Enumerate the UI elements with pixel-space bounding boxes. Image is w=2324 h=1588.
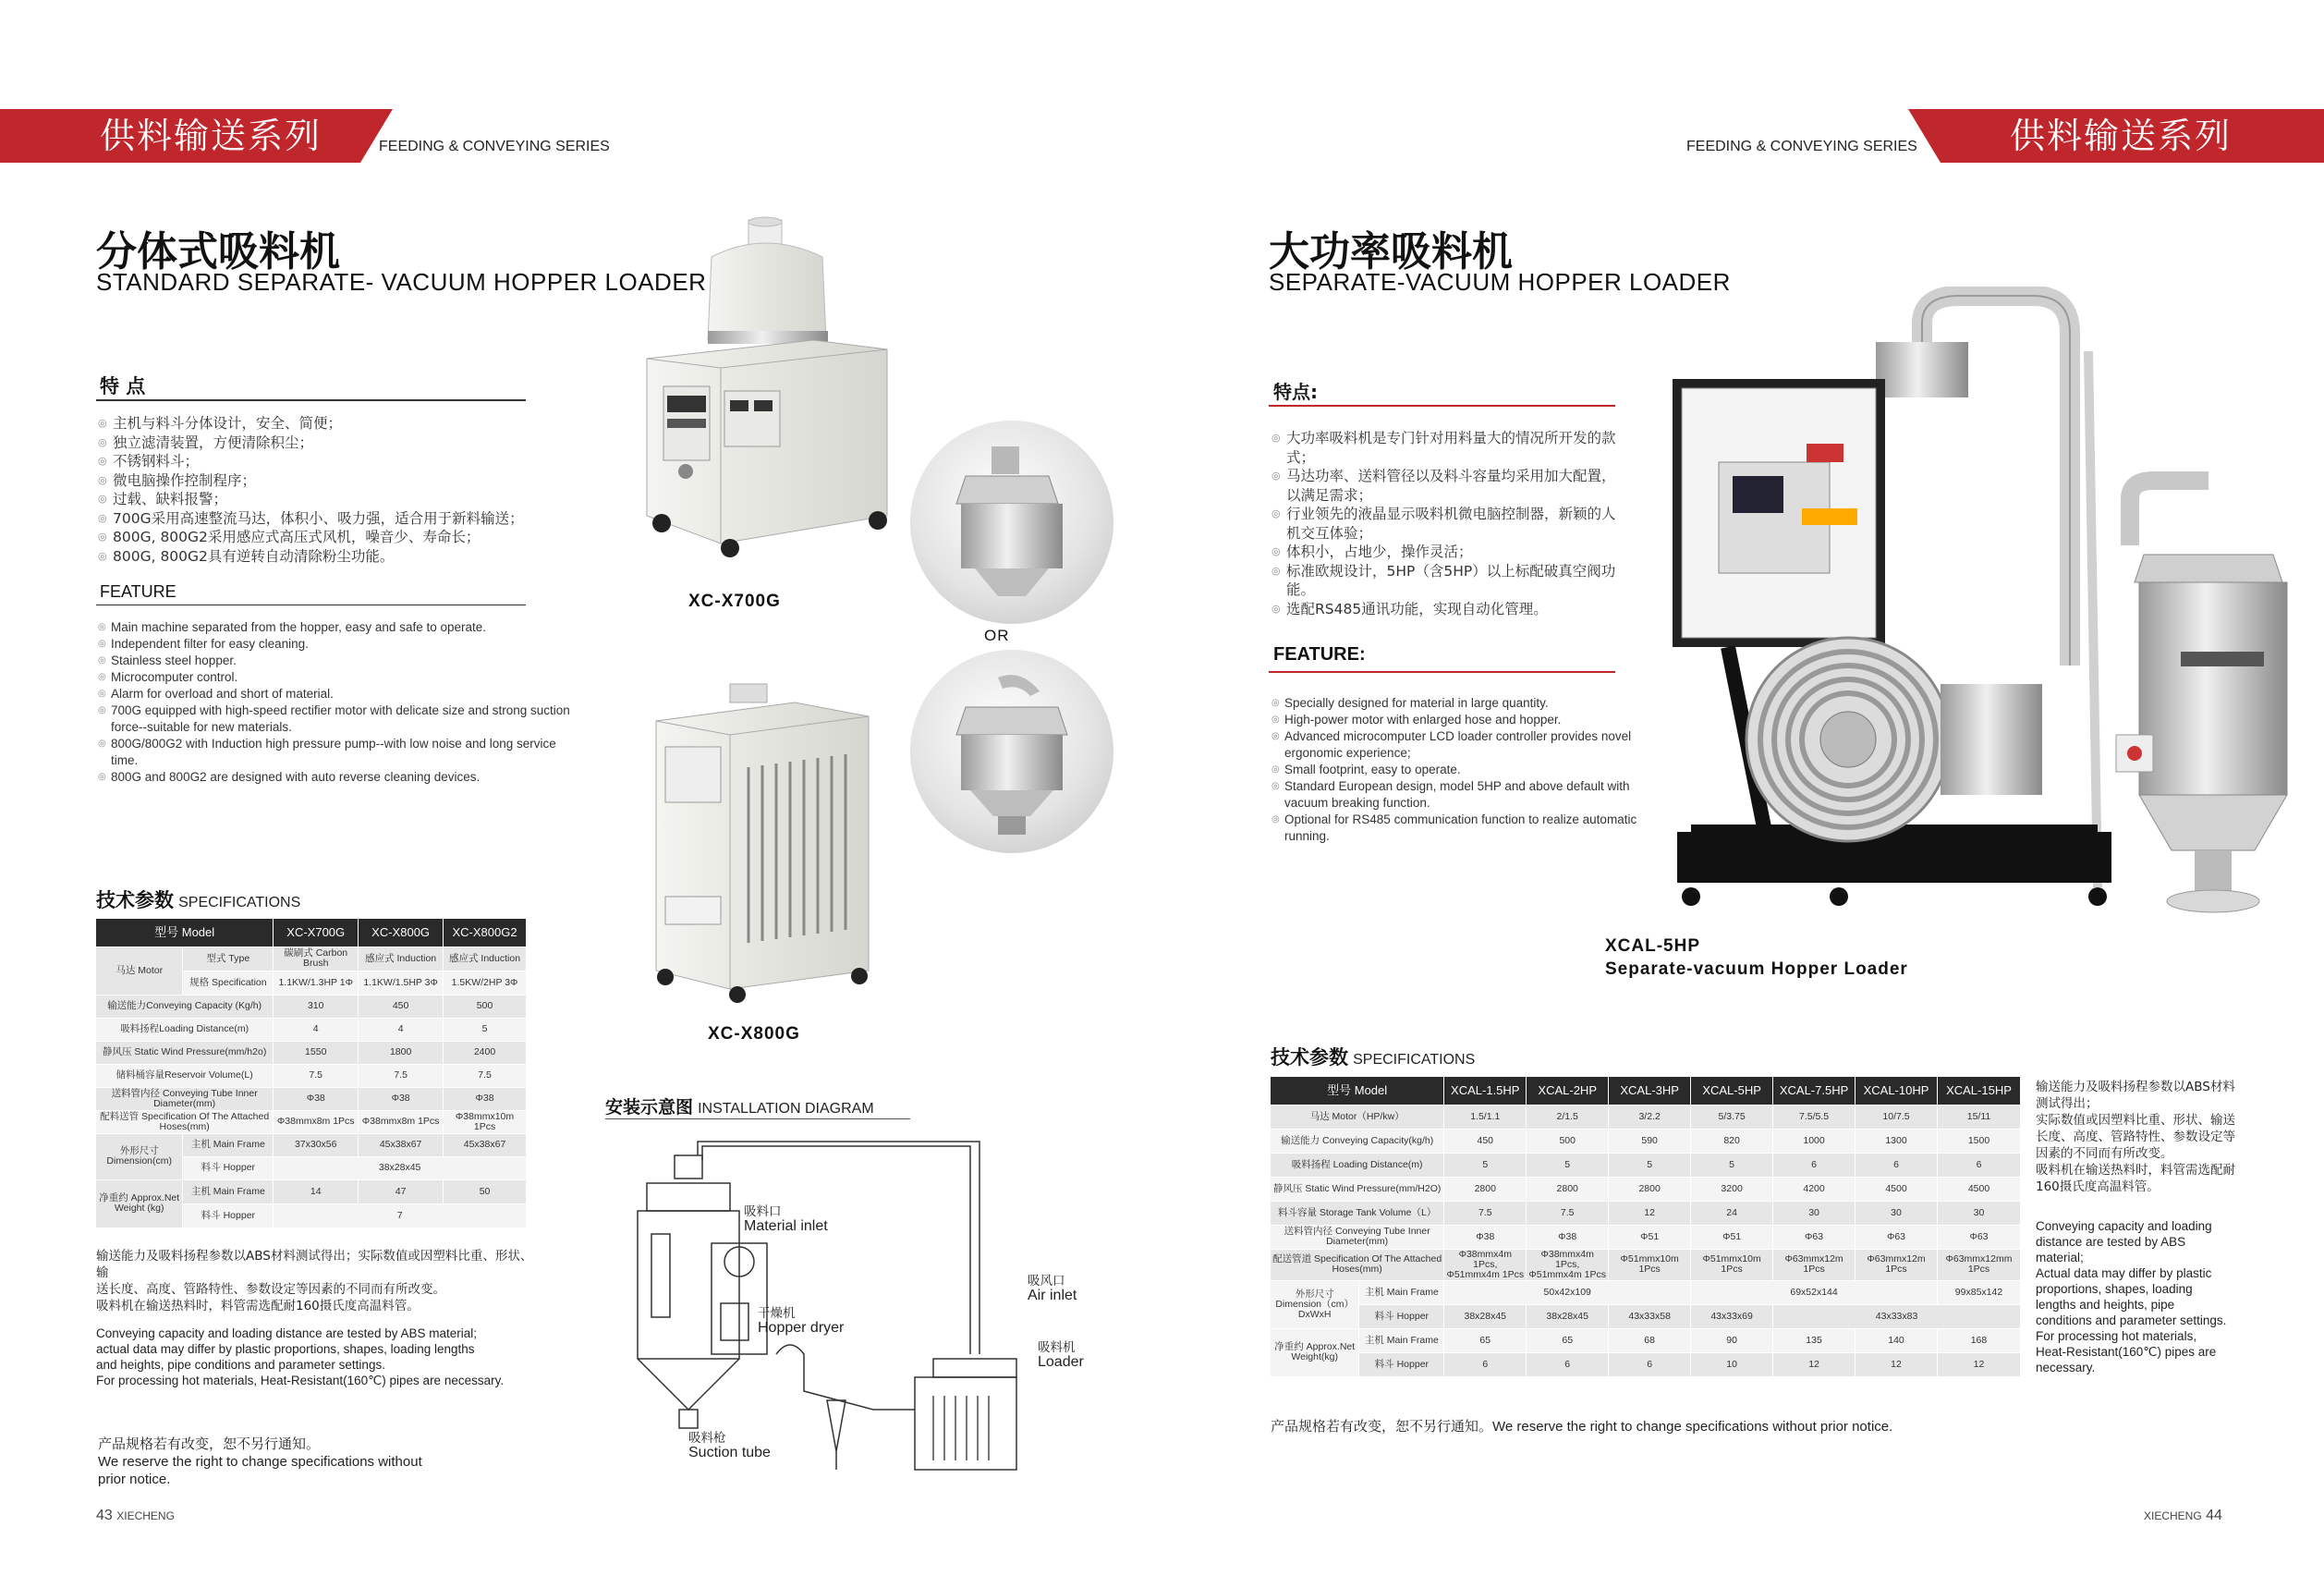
table-cell: 10/7.5 (1856, 1105, 1938, 1129)
table-header-cell: XC-X700G (274, 919, 359, 947)
table-header-cell: XCAL-1.5HP (1444, 1077, 1527, 1105)
right-features-rule (1269, 405, 1615, 407)
table-cell: 输送能力Conveying Capacity (Kg/h) (96, 995, 274, 1018)
table-cell: 7.5 (274, 1064, 359, 1087)
right-series-title: 供料输送系列 (2010, 116, 2233, 156)
table-cell: 净重约 Approx.Net Weight (kg) (96, 1179, 183, 1228)
table-cell: Φ51 (1609, 1225, 1691, 1249)
left-features-rule (96, 399, 526, 401)
left-page-title: 分体式吸料机 (96, 228, 340, 275)
table-cell: 4500 (1937, 1177, 2020, 1201)
list-item: ◎ 800G, 800G2具有逆转自动清除粉尘功能。 (98, 547, 578, 567)
table-cell: 3200 (1691, 1177, 1773, 1201)
table-cell: Φ63mmx12m 1Pcs (1773, 1249, 1856, 1280)
table-cell: 静风压 Static Wind Pressure(mm/h2o) (96, 1041, 274, 1064)
list-item: ◎ 行业领先的液晶显示吸料机微电脑控制器，新颖的人机交互体验； (1272, 505, 1623, 543)
table-cell: 310 (274, 995, 359, 1018)
table-cell: 43x33x58 (1609, 1304, 1691, 1328)
table-cell: Φ38 (444, 1087, 527, 1110)
table-cell: 感应式 Induction (359, 947, 444, 971)
page-number: 44 (2206, 1508, 2222, 1523)
right-features-cn-list (1272, 429, 1623, 618)
left-notice (98, 1435, 422, 1488)
table-cell: 马达 Motor（HP/kw） (1271, 1105, 1444, 1129)
left-series-subtitle: FEEDING & CONVEYING SERIES (379, 139, 610, 154)
note-line: 输送能力及吸料扬程参数以ABS材料 (2036, 1080, 2235, 1094)
table-cell: 38x28x45 (1527, 1304, 1609, 1328)
machine-x800g-image (638, 666, 896, 1008)
list-item: ◎ 800G, 800G2采用感应式高压式风机，噪音少、寿命长； (98, 528, 578, 547)
table-cell: 7.5/5.5 (1773, 1105, 1856, 1129)
table-cell: 外形尺寸 Dimension（cm） DxWxH (1271, 1280, 1359, 1328)
right-page-title: 大功率吸料机 (1269, 228, 1513, 275)
table-cell: 45x38x67 (359, 1133, 444, 1156)
table-cell: 规格 Specification (183, 971, 274, 995)
table-cell: 1800 (359, 1041, 444, 1064)
table-cell: 2800 (1527, 1177, 1609, 1201)
install-heading (605, 1093, 874, 1118)
list-item: ◎ 马达功率、送料管径以及料斗容量均采用加大配置，以满足需求； (1272, 467, 1623, 505)
table-header-cell: 型号 Model (96, 919, 274, 947)
hopper-1-icon (910, 421, 1113, 624)
note-line: distance are tested by ABS (2036, 1235, 2186, 1249)
table-cell: 配送管道 Specification Of The Attached Hoses(mm) (1271, 1249, 1444, 1280)
note-line: For processing hot materials, (2036, 1329, 2197, 1343)
right-features-heading: 特点: (1273, 381, 1318, 403)
table-cell: 1.5KW/2HP 3Φ (444, 971, 527, 995)
table-cell: Φ63 (1856, 1225, 1938, 1249)
right-features-en-list (1272, 695, 1641, 845)
install-rule (605, 1118, 910, 1119)
table-cell: Φ63mmx12m 1Pcs (1856, 1249, 1938, 1280)
note-line: 测试得出； (2036, 1096, 2099, 1111)
table-cell: 1.1KW/1.5HP 3Φ (359, 971, 444, 995)
table-cell: 2800 (1609, 1177, 1691, 1201)
list-item: ◎ 主机与料斗分体设计，安全、简便； (98, 414, 578, 434)
table-cell: 1300 (1856, 1129, 1938, 1153)
suction-en: Suction tube (688, 1445, 771, 1460)
table-cell: 37x30x56 (274, 1133, 359, 1156)
table-cell: Φ38mmx8m 1Pcs (359, 1110, 444, 1133)
table-cell: 43x33x83 (1773, 1304, 2021, 1328)
install-title-en: INSTALLATION DIAGRAM (698, 1101, 874, 1117)
table-header-cell: XCAL-7.5HP (1773, 1077, 1856, 1105)
table-cell: 50x42x109 (1444, 1280, 1691, 1304)
hopper-photo-1 (910, 421, 1113, 624)
list-item: ◎ 700G equipped with high-speed rectifier motor with delicate size and strong suction force--suitable for new materials. (98, 702, 578, 736)
list-item: ◎ Optional for RS485 communication function to realize automatic running. (1272, 812, 1641, 845)
list-item: ◎ 不锈钢料斗； (98, 452, 578, 471)
list-item: ◎ 大功率吸料机是专门针对用料量大的情况所开发的款式； (1272, 429, 1623, 467)
table-cell: 450 (1444, 1129, 1527, 1153)
table-cell: 12 (1937, 1352, 2020, 1376)
note-line: material; (2036, 1251, 2084, 1264)
table-cell: 6 (1773, 1153, 1856, 1177)
table-cell: 38x28x45 (274, 1156, 527, 1179)
loader-en: Loader (1038, 1354, 1084, 1370)
table-cell: 2400 (444, 1041, 527, 1064)
right-spec-title-cn: 技术参数 (1271, 1046, 1348, 1069)
table-cell: 型式 Type (183, 947, 274, 971)
table-cell: 主机 Main Frame (1359, 1280, 1444, 1304)
right-series-subtitle: FEEDING & CONVEYING SERIES (1686, 139, 1917, 154)
left-page-number (96, 1508, 175, 1524)
table-cell: 7 (274, 1203, 527, 1228)
table-cell: 1.1KW/1.3HP 1Φ (274, 971, 359, 995)
label-material-inlet (744, 1204, 828, 1234)
table-cell: 820 (1691, 1129, 1773, 1153)
list-item: ◎ High-power motor with enlarged hose and hopper. (1272, 712, 1641, 728)
list-item: ◎ 800G and 800G2 are designed with auto reverse cleaning devices. (98, 769, 578, 786)
table-cell: 14 (274, 1179, 359, 1203)
list-item: ◎ Alarm for overload and short of material. (98, 686, 578, 702)
right-page-title-en: SEPARATE-VACUUM HOPPER LOADER (1269, 268, 1731, 296)
table-cell: 7.5 (1527, 1201, 1609, 1225)
table-cell: 储料桶容量Reservoir Volume(L) (96, 1064, 274, 1087)
table-cell: Φ38 (1444, 1225, 1527, 1249)
note-line: 160摄氏度高温料管。 (2036, 1179, 2160, 1194)
table-cell: 500 (1527, 1129, 1609, 1153)
table-cell: 料斗 Hopper (183, 1156, 274, 1179)
table-cell: Φ38mmx8m 1Pcs (274, 1110, 359, 1133)
left-spec-heading (96, 886, 300, 913)
list-item: ◎ Microcomputer control. (98, 669, 578, 686)
table-cell: 5 (1527, 1153, 1609, 1177)
note-line: For processing hot materials, Heat-Resistant(160℃) pipes are necessary. (96, 1374, 505, 1387)
table-cell: 140 (1856, 1328, 1938, 1352)
table-cell: 6 (1609, 1352, 1691, 1376)
table-cell: 送料管内径 Conveying Tube Inner Diameter(mm) (1271, 1225, 1444, 1249)
note-line: 输送能力及吸料扬程参数以ABS材料测试得出；实际数值或因塑料比重、形状、输 (96, 1249, 533, 1280)
label-air-inlet (1028, 1274, 1077, 1303)
table-cell: 2/1.5 (1527, 1105, 1609, 1129)
model-label-xcal-5hp: XCAL-5HP (1605, 936, 1701, 956)
list-item: ◎ Stainless steel hopper. (98, 653, 578, 669)
material-inlet-cn: 吸料口 (744, 1204, 782, 1218)
loader-cn: 吸料机 (1038, 1340, 1076, 1354)
table-cell: 吸料扬程Loading Distance(m) (96, 1018, 274, 1041)
table-cell: 1.5/1.1 (1444, 1105, 1527, 1129)
list-item: ◎ 800G/800G2 with Induction high pressure pump--with low noise and long service time. (98, 736, 578, 769)
table-cell: 料斗 Hopper (1359, 1304, 1444, 1328)
hopper-dryer-cn: 干燥机 (758, 1306, 796, 1320)
list-item: ◎ Independent filter for easy cleaning. (98, 636, 578, 653)
note-line: 因素的不同而有所改变。 (2036, 1146, 2173, 1161)
table-cell: 24 (1691, 1201, 1773, 1225)
table-cell: 配料送管 Specification Of The Attached Hoses(mm) (96, 1110, 274, 1133)
list-item: ◎ Main machine separated from the hopper, easy and safe to operate. (98, 619, 578, 636)
right-spec-table (1271, 1077, 2021, 1377)
hopper-2-icon (910, 650, 1113, 853)
list-item: ◎ 过载、缺料报警； (98, 490, 578, 509)
page-brand: XIECHENG (2144, 1509, 2202, 1522)
label-hopper-dryer (758, 1306, 844, 1336)
table-cell: 30 (1856, 1201, 1938, 1225)
table-cell: 净重约 Approx.Net Weight(kg) (1271, 1328, 1359, 1376)
table-header-cell: XCAL-10HP (1856, 1077, 1938, 1105)
table-cell: Φ63 (1773, 1225, 1856, 1249)
right-spec-title-en: SPECIFICATIONS (1353, 1052, 1476, 1068)
left-spec-title-en: SPECIFICATIONS (178, 895, 301, 910)
table-cell: 5 (1691, 1153, 1773, 1177)
table-cell: 2800 (1444, 1177, 1527, 1201)
table-cell: 主机 Main Frame (1359, 1328, 1444, 1352)
model-label-x800g: XC-X800G (708, 1024, 800, 1044)
suction-cn: 吸料枪 (688, 1431, 726, 1445)
table-cell: 7.5 (444, 1064, 527, 1087)
table-cell: 43x33x69 (1691, 1304, 1773, 1328)
right-page-number (2144, 1508, 2222, 1524)
table-cell: 1000 (1773, 1129, 1856, 1153)
right-feature-heading-en: FEATURE: (1273, 644, 1366, 665)
table-cell: 590 (1609, 1129, 1691, 1153)
left-page-title-en: STANDARD SEPARATE- VACUUM HOPPER LOADER (96, 268, 707, 296)
list-item: ◎ 标准欧规设计，5HP（含5HP）以上标配破真空阀功能。 (1272, 562, 1623, 600)
list-item: ◎ 700G采用高速整流马达，体积小、吸力强，适合用于新料输送； (98, 509, 578, 529)
table-cell: 30 (1773, 1201, 1856, 1225)
table-cell: 6 (1444, 1352, 1527, 1376)
list-item: ◎ Advanced microcomputer LCD loader controller provides novel ergonomic experience; (1272, 728, 1641, 762)
table-cell: 450 (359, 995, 444, 1018)
model-description: Separate-vacuum Hopper Loader (1605, 959, 1908, 979)
table-header-cell: XC-X800G2 (444, 919, 527, 947)
table-cell: 5/3.75 (1691, 1105, 1773, 1129)
table-cell: 4500 (1856, 1177, 1938, 1201)
list-item: ◎ 微电脑操作控制程序； (98, 471, 578, 491)
left-spec-title-cn: 技术参数 (96, 889, 174, 911)
right-header-banner (1904, 109, 2324, 163)
notice-en-line: We reserve the right to change specifications without (98, 1454, 422, 1470)
table-cell: 3/2.2 (1609, 1105, 1691, 1129)
table-cell: Φ51mmx10m 1Pcs (1609, 1249, 1691, 1280)
table-cell: 6 (1856, 1153, 1938, 1177)
table-cell: Φ38mmx4m 1Pcs, Φ51mmx4m 1Pcs (1527, 1249, 1609, 1280)
table-cell: 5 (1609, 1153, 1691, 1177)
note-line: Actual data may differ by plastic (2036, 1266, 2212, 1280)
table-cell: 65 (1444, 1328, 1527, 1352)
table-cell: 5 (444, 1018, 527, 1041)
table-cell: 主机 Main Frame (183, 1133, 274, 1156)
note-line: Heat-Resistant(160℃) pipes are (2036, 1345, 2217, 1359)
left-spec-table (96, 919, 527, 1228)
table-cell: 10 (1691, 1352, 1773, 1376)
note-line: actual data may differ by plastic proportions, shapes, loading lengths (96, 1342, 475, 1356)
right-side-note-cn (2036, 1079, 2248, 1195)
table-cell: 主机 Main Frame (183, 1179, 274, 1203)
left-features-heading: 特 点 (100, 375, 146, 397)
table-cell: 料斗 Hopper (183, 1203, 274, 1228)
table-cell: 4 (274, 1018, 359, 1041)
table-cell: Φ38 (274, 1087, 359, 1110)
table-cell: 1500 (1937, 1129, 2020, 1153)
left-features-en-list (98, 619, 578, 786)
table-cell: 90 (1691, 1328, 1773, 1352)
table-cell: 135 (1773, 1328, 1856, 1352)
table-cell: 45x38x67 (444, 1133, 527, 1156)
list-item: ◎ 独立滤清装置，方便清除积尘； (98, 434, 578, 453)
left-note-cn (96, 1248, 540, 1314)
label-loader (1038, 1340, 1084, 1370)
list-item: ◎ Specially designed for material in large quantity. (1272, 695, 1641, 712)
table-cell: 6 (1937, 1153, 2020, 1177)
table-cell: Φ38mmx4m 1Pcs, Φ51mmx4m 1Pcs (1444, 1249, 1527, 1280)
table-cell: 12 (1773, 1352, 1856, 1376)
list-item: ◎ Standard European design, model 5HP and above default with vacuum breaking function. (1272, 778, 1641, 812)
table-cell: 99x85x142 (1937, 1280, 2020, 1304)
table-cell: 12 (1609, 1201, 1691, 1225)
note-line: Conveying capacity and loading distance are tested by ABS material; (96, 1326, 477, 1340)
table-cell: 感应式 Induction (444, 947, 527, 971)
page-number: 43 (96, 1508, 113, 1523)
table-cell: 马达 Motor (96, 947, 183, 995)
page-brand: XIECHENG (116, 1509, 175, 1522)
table-cell: Φ63mmx12mm 1Pcs (1937, 1249, 2020, 1280)
table-cell: Φ38 (1527, 1225, 1609, 1249)
left-feature-heading-en: FEATURE (100, 582, 176, 601)
table-cell: 168 (1937, 1328, 2020, 1352)
note-line: 送长度、高度、管路特性、参数设定等因素的不同而有所改变。 (96, 1282, 445, 1297)
table-cell: 外形尺寸 Dimension(cm) (96, 1133, 183, 1179)
right-side-note-en (2036, 1218, 2257, 1375)
list-item: ◎ 体积小，占地少，操作灵活； (1272, 543, 1623, 562)
table-cell: 50 (444, 1179, 527, 1203)
note-line: necessary. (2036, 1361, 2096, 1374)
table-header-cell: XCAL-2HP (1527, 1077, 1609, 1105)
table-cell: Φ38mmx10m 1Pcs (444, 1110, 527, 1133)
left-header-banner (0, 109, 397, 163)
list-item: ◎ Small footprint, easy to operate. (1272, 762, 1641, 778)
table-cell: 4200 (1773, 1177, 1856, 1201)
note-line: 长度、高度、管路特性、参数设定等 (2036, 1130, 2235, 1144)
table-header-cell: XCAL-3HP (1609, 1077, 1691, 1105)
table-cell: 500 (444, 995, 527, 1018)
table-cell: 68 (1609, 1328, 1691, 1352)
table-cell: 47 (359, 1179, 444, 1203)
label-suction-tube (688, 1431, 771, 1460)
right-feature-rule (1269, 671, 1615, 673)
note-line: lengths and heights, pipe (2036, 1298, 2175, 1312)
table-cell: Φ38 (359, 1087, 444, 1110)
hopper-dryer-en: Hopper dryer (758, 1320, 845, 1336)
table-cell: 65 (1527, 1328, 1609, 1352)
right-spec-heading (1271, 1043, 1475, 1070)
table-cell: 静风压 Static Wind Pressure(mm/H2O) (1271, 1177, 1444, 1201)
table-cell: 输送能力 Conveying Capacity(kg/h) (1271, 1129, 1444, 1153)
table-header-cell: XC-X800G (359, 919, 444, 947)
table-cell: Φ51 (1691, 1225, 1773, 1249)
air-inlet-en: Air inlet (1028, 1288, 1077, 1303)
left-note-en (96, 1325, 577, 1388)
table-cell: 38x28x45 (1444, 1304, 1527, 1328)
right-notice: 产品规格若有改变，恕不另行通知。We reserve the right to change specifications without prior notice. (1271, 1419, 1893, 1435)
table-cell: 30 (1937, 1201, 2020, 1225)
table-cell: 12 (1856, 1352, 1938, 1376)
model-label-x700g: XC-X700G (688, 592, 781, 611)
table-header-cell: XCAL-5HP (1691, 1077, 1773, 1105)
table-cell: 4 (359, 1018, 444, 1041)
table-cell: 料斗 Hopper (1359, 1352, 1444, 1376)
table-cell: 1550 (274, 1041, 359, 1064)
or-label: OR (984, 627, 1010, 644)
table-cell: 7.5 (1444, 1201, 1527, 1225)
machine-x700g-image (628, 211, 906, 580)
note-line: conditions and parameter settings. (2036, 1313, 2227, 1327)
left-series-title: 供料输送系列 (100, 116, 322, 156)
table-header-cell: XCAL-15HP (1937, 1077, 2020, 1105)
note-line: 吸料机在输送热料时，料管需选配耐160摄氏度高温料管。 (96, 1299, 420, 1313)
table-cell: Φ63 (1937, 1225, 2020, 1249)
machine-xcal-5hp-image (1663, 287, 2310, 952)
note-line: proportions, shapes, loading (2036, 1282, 2193, 1296)
table-cell: 69x52x144 (1691, 1280, 1938, 1304)
table-cell: 吸料扬程 Loading Distance(m) (1271, 1153, 1444, 1177)
table-cell: 碳刷式 Carbon Brush (274, 947, 359, 971)
note-line: and heights, pipe conditions and parameter settings. (96, 1358, 385, 1372)
install-title-cn: 安装示意图 (605, 1097, 694, 1118)
table-cell: 6 (1527, 1352, 1609, 1376)
table-header-cell: 型号 Model (1271, 1077, 1444, 1105)
left-features-cn-list (98, 414, 578, 566)
table-cell: 5 (1444, 1153, 1527, 1177)
table-cell: 15/11 (1937, 1105, 2020, 1129)
table-cell: 料斗容量 Storage Tank Volume（L） (1271, 1201, 1444, 1225)
material-inlet-en: Material inlet (744, 1218, 828, 1234)
note-line: 吸料机在输送热料时，料管需选配耐 (2036, 1163, 2235, 1178)
hopper-photo-2 (910, 650, 1113, 853)
table-cell: Φ51mmx10m 1Pcs (1691, 1249, 1773, 1280)
notice-en-line: prior notice. (98, 1472, 171, 1487)
note-line: Conveying capacity and loading (2036, 1219, 2212, 1233)
air-inlet-cn: 吸风口 (1028, 1274, 1065, 1288)
list-item: ◎ 选配RS485通讯功能，实现自动化管理。 (1272, 600, 1623, 619)
table-cell: 送料管内径 Conveying Tube Inner Diameter(mm) (96, 1087, 274, 1110)
table-cell: 7.5 (359, 1064, 444, 1087)
notice-cn: 产品规格若有改变，恕不另行通知。 (98, 1436, 321, 1452)
note-line: 实际数值或因塑料比重、形状、输送 (2036, 1113, 2235, 1128)
